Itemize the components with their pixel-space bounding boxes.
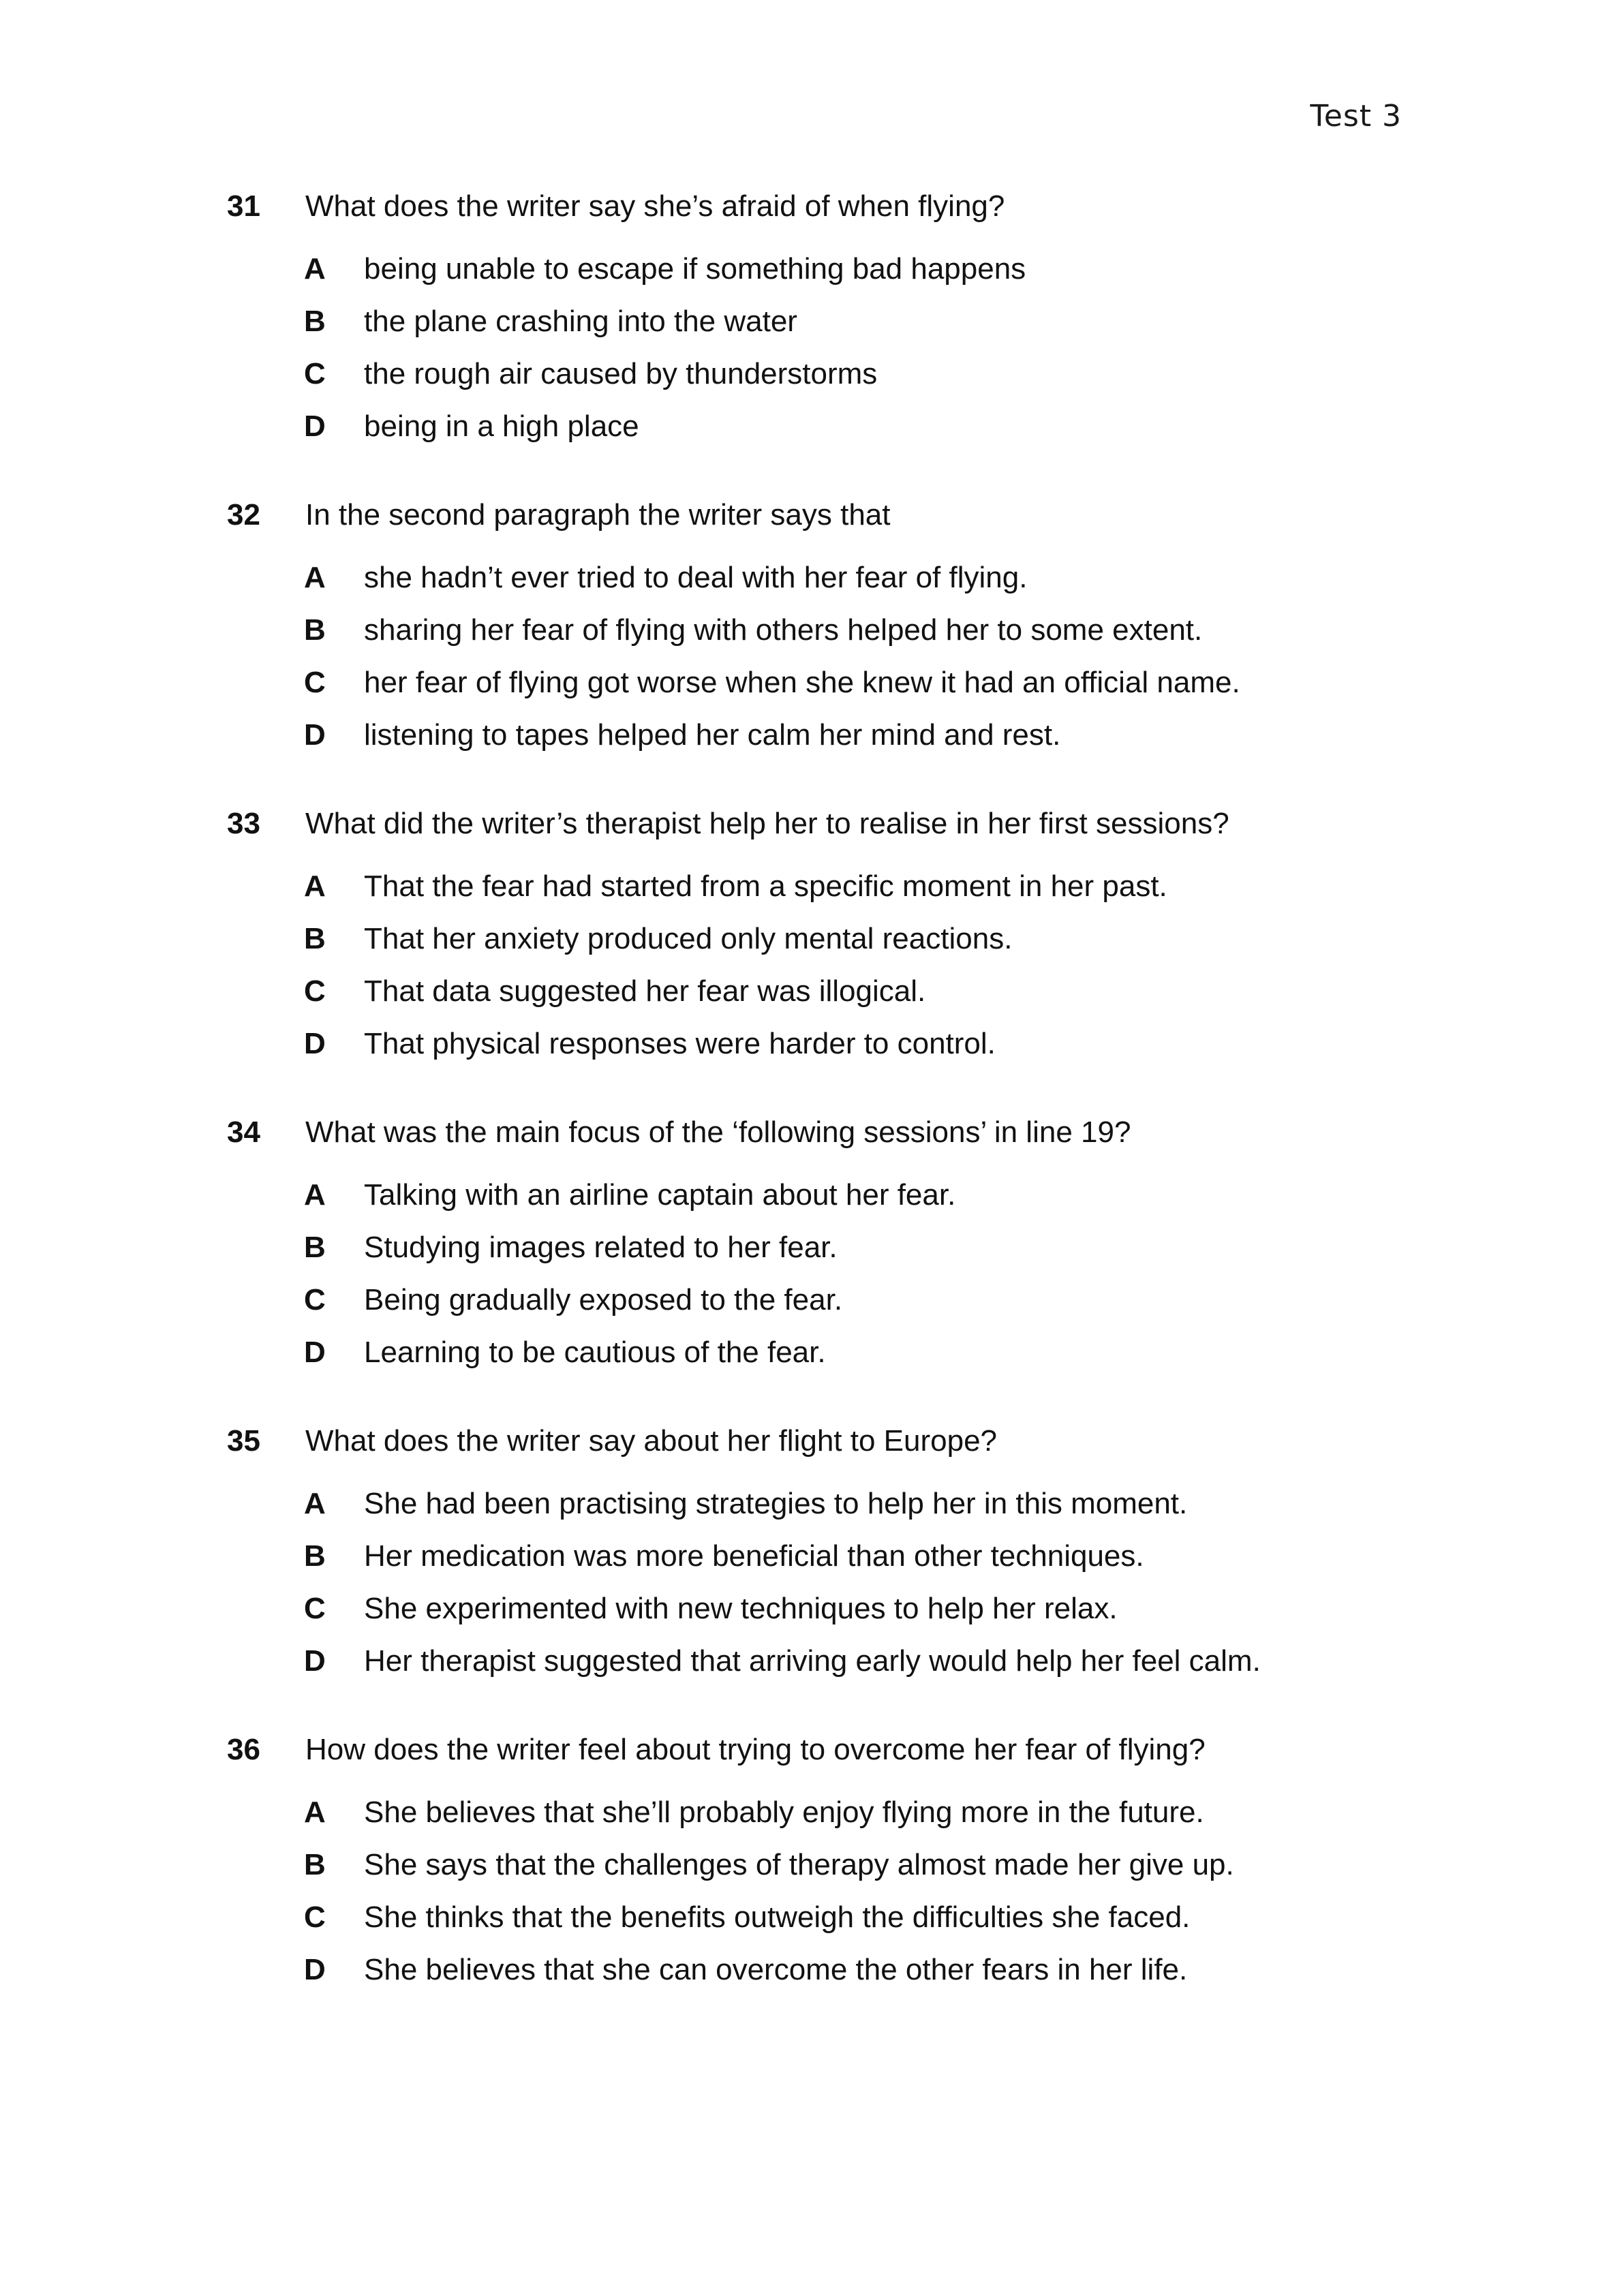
question-text: What does the writer say about her flight to Europe? [305,1424,998,1458]
option-d[interactable] [0,707,1624,760]
option-a[interactable] [0,1476,1624,1528]
option-b[interactable] [0,1220,1624,1272]
question-stem [0,800,1624,859]
question-stem [0,183,1624,241]
question-stem [0,1417,1624,1476]
option-letter: A [304,1487,326,1520]
option-a[interactable] [0,859,1624,911]
option-text: the plane crashing into the water [364,305,797,338]
option-text: Studying images related to her fear. [364,1231,838,1264]
question-number: 35 [227,1424,260,1458]
option-text: Being gradually exposed to the fear. [364,1283,843,1316]
option-c[interactable] [0,1890,1624,1942]
question-35 [0,1417,1624,1726]
question-text: How does the writer feel about trying to overcome her fear of flying? [305,1733,1206,1766]
option-c[interactable] [0,964,1624,1016]
option-letter: C [304,974,326,1008]
answer-options [0,1785,1624,1994]
option-text: the rough air caused by thunderstorms [364,357,878,390]
question-text: What did the writer’s therapist help her to realise in her first sessions? [305,807,1229,840]
question-number: 33 [227,807,260,840]
question-36 [0,1726,1624,2035]
option-d[interactable] [0,1016,1624,1068]
question-34 [0,1109,1624,1417]
answer-options [0,1167,1624,1377]
option-text: being unable to escape if something bad happens [364,252,1026,286]
question-number: 31 [227,189,260,223]
question-text: What was the main focus of the ‘following sessions’ in line 19? [305,1115,1131,1149]
option-text: sharing her fear of flying with others helped her to some extent. [364,613,1203,647]
option-b[interactable] [0,602,1624,655]
option-letter: C [304,1900,326,1934]
option-letter: B [304,922,326,955]
option-letter: A [304,561,326,594]
option-text: she hadn’t ever tried to deal with her fear of flying. [364,561,1028,594]
option-b[interactable] [0,911,1624,964]
option-letter: D [304,410,326,443]
option-text: Her medication was more beneficial than other techniques. [364,1539,1144,1573]
option-text: her fear of flying got worse when she knew it had an official name. [364,666,1240,699]
option-b[interactable] [0,1837,1624,1890]
question-stem [0,1726,1624,1785]
option-letter: B [304,1848,326,1881]
option-text: She says that the challenges of therapy almost made her give up. [364,1848,1234,1881]
option-b[interactable] [0,1528,1624,1581]
option-letter: D [304,1027,326,1060]
option-letter: A [304,252,326,286]
question-number: 36 [227,1733,260,1766]
option-text: That physical responses were harder to control. [364,1027,996,1060]
option-b[interactable] [0,294,1624,346]
answer-options [0,1476,1624,1686]
option-text: She believes that she can overcome the other fears in her life. [364,1953,1188,1986]
option-text: Her therapist suggested that arriving early would help her feel calm. [364,1644,1261,1678]
question-31 [0,183,1624,491]
option-text: That the fear had started from a specific moment in her past. [364,869,1167,903]
option-letter: D [304,718,326,752]
option-letter: D [304,1644,326,1678]
option-a[interactable] [0,1167,1624,1220]
option-c[interactable] [0,1581,1624,1633]
page-header-test-label: Test 3 [1310,99,1402,134]
option-a[interactable] [0,241,1624,294]
question-number: 32 [227,498,260,532]
option-text: She had been practising strategies to help her in this moment. [364,1487,1188,1520]
option-letter: A [304,1178,326,1212]
option-text: Learning to be cautious of the fear. [364,1336,826,1369]
question-list [0,183,1624,2035]
question-text: In the second paragraph the writer says that [305,498,891,532]
option-c[interactable] [0,1272,1624,1325]
question-33 [0,800,1624,1109]
option-letter: A [304,1796,326,1829]
option-text: being in a high place [364,410,639,443]
option-letter: C [304,666,326,699]
option-letter: D [304,1336,326,1369]
option-letter: B [304,305,326,338]
option-text: Talking with an airline captain about her fear. [364,1178,956,1212]
option-text: She experimented with new techniques to help her relax. [364,1592,1118,1625]
option-letter: D [304,1953,326,1986]
option-text: listening to tapes helped her calm her mind and rest. [364,718,1061,752]
option-letter: C [304,357,326,390]
answer-options [0,550,1624,760]
question-stem [0,491,1624,550]
option-text: She thinks that the benefits outweigh the difficulties she faced. [364,1900,1191,1934]
question-32 [0,491,1624,800]
answer-options [0,859,1624,1068]
question-number: 34 [227,1115,260,1149]
option-a[interactable] [0,1785,1624,1837]
answer-options [0,241,1624,451]
option-text: That data suggested her fear was illogical. [364,974,926,1008]
option-a[interactable] [0,550,1624,602]
option-letter: C [304,1283,326,1316]
option-c[interactable] [0,655,1624,707]
option-d[interactable] [0,399,1624,451]
option-letter: C [304,1592,326,1625]
option-letter: B [304,613,326,647]
option-d[interactable] [0,1942,1624,1994]
option-text: That her anxiety produced only mental reactions. [364,922,1013,955]
option-letter: B [304,1231,326,1264]
option-c[interactable] [0,346,1624,399]
option-letter: A [304,869,326,903]
option-d[interactable] [0,1325,1624,1377]
option-text: She believes that she’ll probably enjoy flying more in the future. [364,1796,1204,1829]
option-d[interactable] [0,1633,1624,1686]
question-text: What does the writer say she’s afraid of when flying? [305,189,1005,223]
option-letter: B [304,1539,326,1573]
question-stem [0,1109,1624,1167]
